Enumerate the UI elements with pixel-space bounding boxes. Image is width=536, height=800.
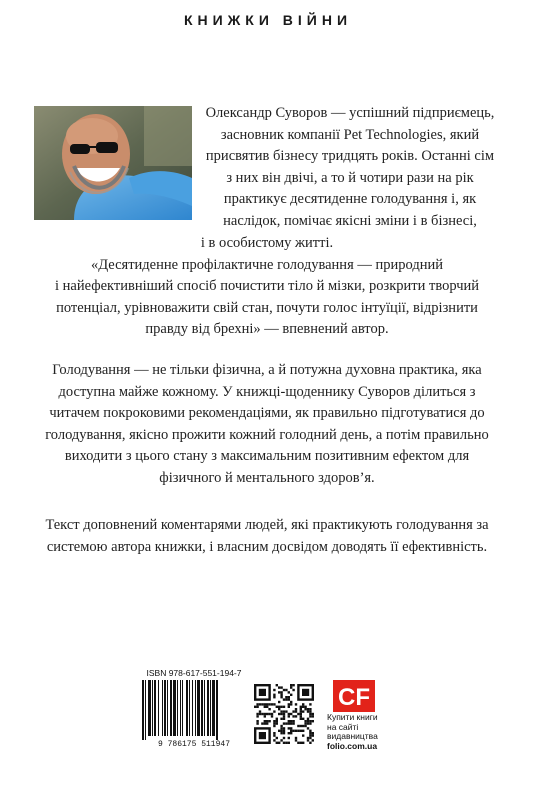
qr-module [280, 713, 282, 715]
quote-line: правду від брехні» — впевнений автор. [145, 321, 389, 338]
qr-module [256, 720, 258, 722]
qr-module [276, 722, 278, 724]
barcode-bar [216, 680, 218, 740]
qr-module [283, 730, 285, 732]
qr-module [288, 698, 290, 700]
qr-module [312, 732, 314, 734]
qr-module [292, 710, 294, 712]
qr-module [302, 734, 304, 736]
qr-module [278, 708, 280, 710]
qr-module [292, 684, 294, 686]
text-line: читачем покроковими рекомендаціями, як правильно підготуватися до [49, 405, 485, 422]
barcode-bar [152, 680, 153, 736]
qr-module [268, 713, 270, 715]
qr-module [254, 706, 256, 708]
qr-module [292, 689, 294, 691]
qr-module [292, 730, 294, 732]
qr-module [266, 706, 268, 708]
qr-module [309, 703, 311, 705]
qr-module [266, 722, 268, 724]
qr-module [297, 725, 299, 727]
qr-module [295, 708, 297, 710]
qr-module [285, 722, 287, 724]
qr-module [273, 710, 275, 712]
qr-module [309, 742, 311, 744]
qr-module [304, 722, 306, 724]
text-line: присвятив бізнесу тридцять років. Останні сім [205, 148, 495, 165]
qr-module [278, 686, 280, 688]
quote-line: і найефективніший спосіб почистити тіло й мізки, розкрити творчий [54, 278, 480, 295]
qr-module [283, 715, 285, 717]
qr-module [292, 722, 294, 724]
barcode-bar [186, 680, 188, 736]
qr-module [309, 732, 311, 734]
qr-module [283, 706, 285, 708]
qr-module [283, 710, 285, 712]
barcode-bar [210, 680, 211, 736]
book-description-paragraph [34, 360, 500, 490]
qr-module [288, 732, 290, 734]
barcode-bar [145, 680, 146, 740]
barcode-bar [170, 680, 172, 736]
qr-module [288, 713, 290, 715]
qr-module [280, 730, 282, 732]
qr-module [283, 713, 285, 715]
qr-module [290, 686, 292, 688]
qr-module [295, 703, 297, 705]
qr-module [280, 691, 282, 693]
publisher-website-link[interactable]: folio.com.ua [327, 740, 378, 751]
text-line: Текст доповнений коментарями людей, які практикують голодування за [45, 517, 489, 533]
qr-module [290, 732, 292, 734]
qr-module [285, 689, 287, 691]
quote-line: «Десятиденне профілактичне голодування — природний [90, 256, 443, 273]
qr-module [300, 730, 302, 732]
qr-module [295, 737, 297, 739]
qr-module [300, 713, 302, 715]
qr-module [290, 694, 292, 696]
qr-module [290, 703, 292, 705]
qr-module [302, 718, 304, 720]
qr-module [273, 722, 275, 724]
qr-module [273, 739, 275, 741]
qr-module [300, 708, 302, 710]
qr-module [285, 742, 287, 744]
qr-module [283, 689, 285, 691]
barcode-bar [167, 680, 168, 736]
qr-module [312, 715, 314, 717]
qr-module [288, 691, 290, 693]
barcode-bars [142, 680, 246, 740]
barcode-bar [195, 680, 196, 736]
barcode-bar [180, 680, 181, 736]
qr-module [278, 730, 280, 732]
qr-module [290, 701, 292, 703]
qr-module [288, 722, 290, 724]
qr-module [288, 737, 290, 739]
barcode-bar [189, 680, 190, 736]
qr-module [300, 725, 302, 727]
qr-module [271, 715, 273, 717]
qr-module [309, 708, 311, 710]
barcode-bar [182, 680, 183, 736]
text-line: Голодування — не тільки фізична, а й потужна духовна практика, яка [52, 362, 482, 378]
qr-module [268, 703, 270, 705]
barcode-bar [177, 680, 178, 736]
qr-module [307, 737, 309, 739]
qr-finder [259, 732, 266, 739]
text-line: доступна майже кожному. У книжці-щоденнику Суворов ділиться з [58, 383, 476, 400]
qr-module [285, 696, 287, 698]
qr-module [295, 715, 297, 717]
qr-module [307, 739, 309, 741]
qr-module [273, 694, 275, 696]
barcode-bar [142, 680, 144, 740]
qr-module [264, 720, 266, 722]
isbn-label: ISBN 978-617-551-194-7 [146, 668, 242, 678]
barcode-bar [207, 680, 209, 736]
text-line: практикує десятиденне голодування і, як [223, 191, 477, 208]
qr-module [309, 722, 311, 724]
qr-module [307, 710, 309, 712]
qr-module [261, 713, 263, 715]
text-line: засновник компанії Pet Technologies, який [220, 126, 480, 143]
qr-module [276, 737, 278, 739]
qr-module [309, 737, 311, 739]
qr-module [300, 715, 302, 717]
publisher-logo-letters: CF [338, 684, 370, 711]
qr-module [283, 742, 285, 744]
qr-module [304, 720, 306, 722]
closing-paragraph [34, 515, 500, 558]
qr-module [276, 706, 278, 708]
text-line: системою автора книжки, і власним досвідом доводять її ефективність. [46, 538, 488, 555]
qr-module [288, 720, 290, 722]
text-line: і в особистому житті. [200, 235, 334, 251]
barcode-bar [201, 680, 203, 736]
qr-module [292, 720, 294, 722]
barcode-bar [212, 680, 215, 736]
qr-module [264, 715, 266, 717]
qr-module [297, 713, 299, 715]
buy-text-line: на сайті [327, 721, 359, 732]
qr-module [278, 706, 280, 708]
qr-module [309, 713, 311, 715]
qr-module [307, 727, 309, 729]
barcode-bar [173, 680, 176, 736]
qr-module [302, 710, 304, 712]
buy-text-line: Купити книги [327, 712, 378, 722]
qr-module [280, 706, 282, 708]
qr-module [271, 703, 273, 705]
qr-module [312, 734, 314, 736]
qr-module [259, 703, 261, 705]
qr-module [276, 684, 278, 686]
qr-module [302, 730, 304, 732]
qr-module [276, 720, 278, 722]
qr-module [273, 734, 275, 736]
qr-module [285, 710, 287, 712]
qr-module [278, 691, 280, 693]
barcode-bar [204, 680, 205, 736]
qr-module [273, 703, 275, 705]
qr-module [256, 706, 258, 708]
qr-code [254, 684, 314, 744]
qr-module [280, 727, 282, 729]
qr-module [307, 708, 309, 710]
qr-module [290, 722, 292, 724]
qr-module [300, 742, 302, 744]
qr-module [280, 694, 282, 696]
qr-module [283, 698, 285, 700]
qr-module [288, 696, 290, 698]
qr-module [312, 739, 314, 741]
qr-module [309, 710, 311, 712]
barcode-bar [162, 680, 163, 736]
qr-module [273, 732, 275, 734]
qr-module [273, 720, 275, 722]
qr-module [261, 722, 263, 724]
qr-module [278, 701, 280, 703]
qr-finder [302, 689, 309, 696]
qr-module [307, 718, 309, 720]
qr-module [273, 725, 275, 727]
qr-module [302, 742, 304, 744]
qr-module [266, 720, 268, 722]
qr-module [302, 706, 304, 708]
qr-module [278, 713, 280, 715]
qr-module [304, 725, 306, 727]
qr-module [264, 703, 266, 705]
qr-module [264, 706, 266, 708]
qr-module [307, 722, 309, 724]
buy-text-line: видавництва [327, 731, 378, 741]
text-line: голодування, якісно прожити кожний голодний день, а потім правильно [45, 426, 489, 443]
qr-module [273, 689, 275, 691]
qr-module [297, 742, 299, 744]
qr-module [288, 727, 290, 729]
qr-module [288, 706, 290, 708]
qr-module [295, 710, 297, 712]
qr-module [283, 727, 285, 729]
qr-module [280, 739, 282, 741]
barcode-bar [154, 680, 156, 736]
qr-module [264, 713, 266, 715]
barcode-bar [197, 680, 200, 736]
qr-module [300, 710, 302, 712]
qr-module [288, 715, 290, 717]
qr-module [309, 715, 311, 717]
qr-module [292, 715, 294, 717]
qr-module [259, 710, 261, 712]
publisher-logo [333, 680, 375, 712]
author-intro-paragraph [34, 103, 500, 341]
publisher-info [327, 713, 391, 751]
qr-module [307, 720, 309, 722]
qr-module [288, 742, 290, 744]
qr-module [312, 720, 314, 722]
qr-module [309, 730, 311, 732]
qr-module [276, 742, 278, 744]
qr-module [264, 722, 266, 724]
qr-module [268, 708, 270, 710]
qr-module [288, 703, 290, 705]
qr-module [290, 713, 292, 715]
qr-module [300, 718, 302, 720]
qr-module [280, 725, 282, 727]
qr-module [278, 742, 280, 744]
qr-module [290, 727, 292, 729]
barcode-bar [192, 680, 193, 736]
qr-module [283, 718, 285, 720]
qr-module [290, 720, 292, 722]
qr-module [304, 706, 306, 708]
qr-module [309, 734, 311, 736]
qr-module [295, 730, 297, 732]
qr-module [290, 684, 292, 686]
qr-module [266, 713, 268, 715]
text-line: виходити з цього стану з максимальним позитивним ефектом для [64, 448, 470, 465]
qr-module [259, 713, 261, 715]
quote-line: потенціал, урівноважити свій стан, почути голос інтуїції, відрізнити [56, 299, 478, 316]
qr-module [256, 703, 258, 705]
qr-module [290, 730, 292, 732]
qr-module [300, 706, 302, 708]
qr-module [309, 720, 311, 722]
qr-module [304, 708, 306, 710]
text-line: фізичного й ментального здоров’я. [159, 469, 375, 486]
qr-module [256, 722, 258, 724]
qr-module [271, 713, 273, 715]
qr-module [273, 696, 275, 698]
qr-module [302, 725, 304, 727]
qr-module [280, 710, 282, 712]
qr-module [268, 720, 270, 722]
qr-module [297, 730, 299, 732]
barcode-bar [148, 680, 151, 736]
qr-module [295, 739, 297, 741]
barcode-bar [164, 680, 166, 736]
text-line: з них він двічі, а то й чотири рази на рік [226, 169, 474, 186]
qr-module [280, 696, 282, 698]
qr-module [261, 703, 263, 705]
qr-module [302, 703, 304, 705]
qr-module [280, 732, 282, 734]
qr-module [256, 713, 258, 715]
qr-module [256, 715, 258, 717]
text-line: наслідок, помічає якісні зміни і в бізнесі, [223, 212, 477, 229]
isbn-barcode [138, 668, 250, 750]
qr-module [276, 718, 278, 720]
qr-finder [259, 689, 266, 696]
qr-module [280, 718, 282, 720]
qr-module [280, 686, 282, 688]
qr-module [266, 703, 268, 705]
qr-module [283, 722, 285, 724]
qr-module [312, 713, 314, 715]
barcode-number: 9 786175 511947 [157, 740, 230, 749]
text-line: Олександр Суворов — успішний підприємець, [205, 105, 495, 121]
qr-module [283, 737, 285, 739]
barcode-bar [158, 680, 159, 736]
qr-module [285, 698, 287, 700]
qr-module [283, 732, 285, 734]
series-title: КНИЖКИ ВІЙНИ [183, 12, 353, 28]
